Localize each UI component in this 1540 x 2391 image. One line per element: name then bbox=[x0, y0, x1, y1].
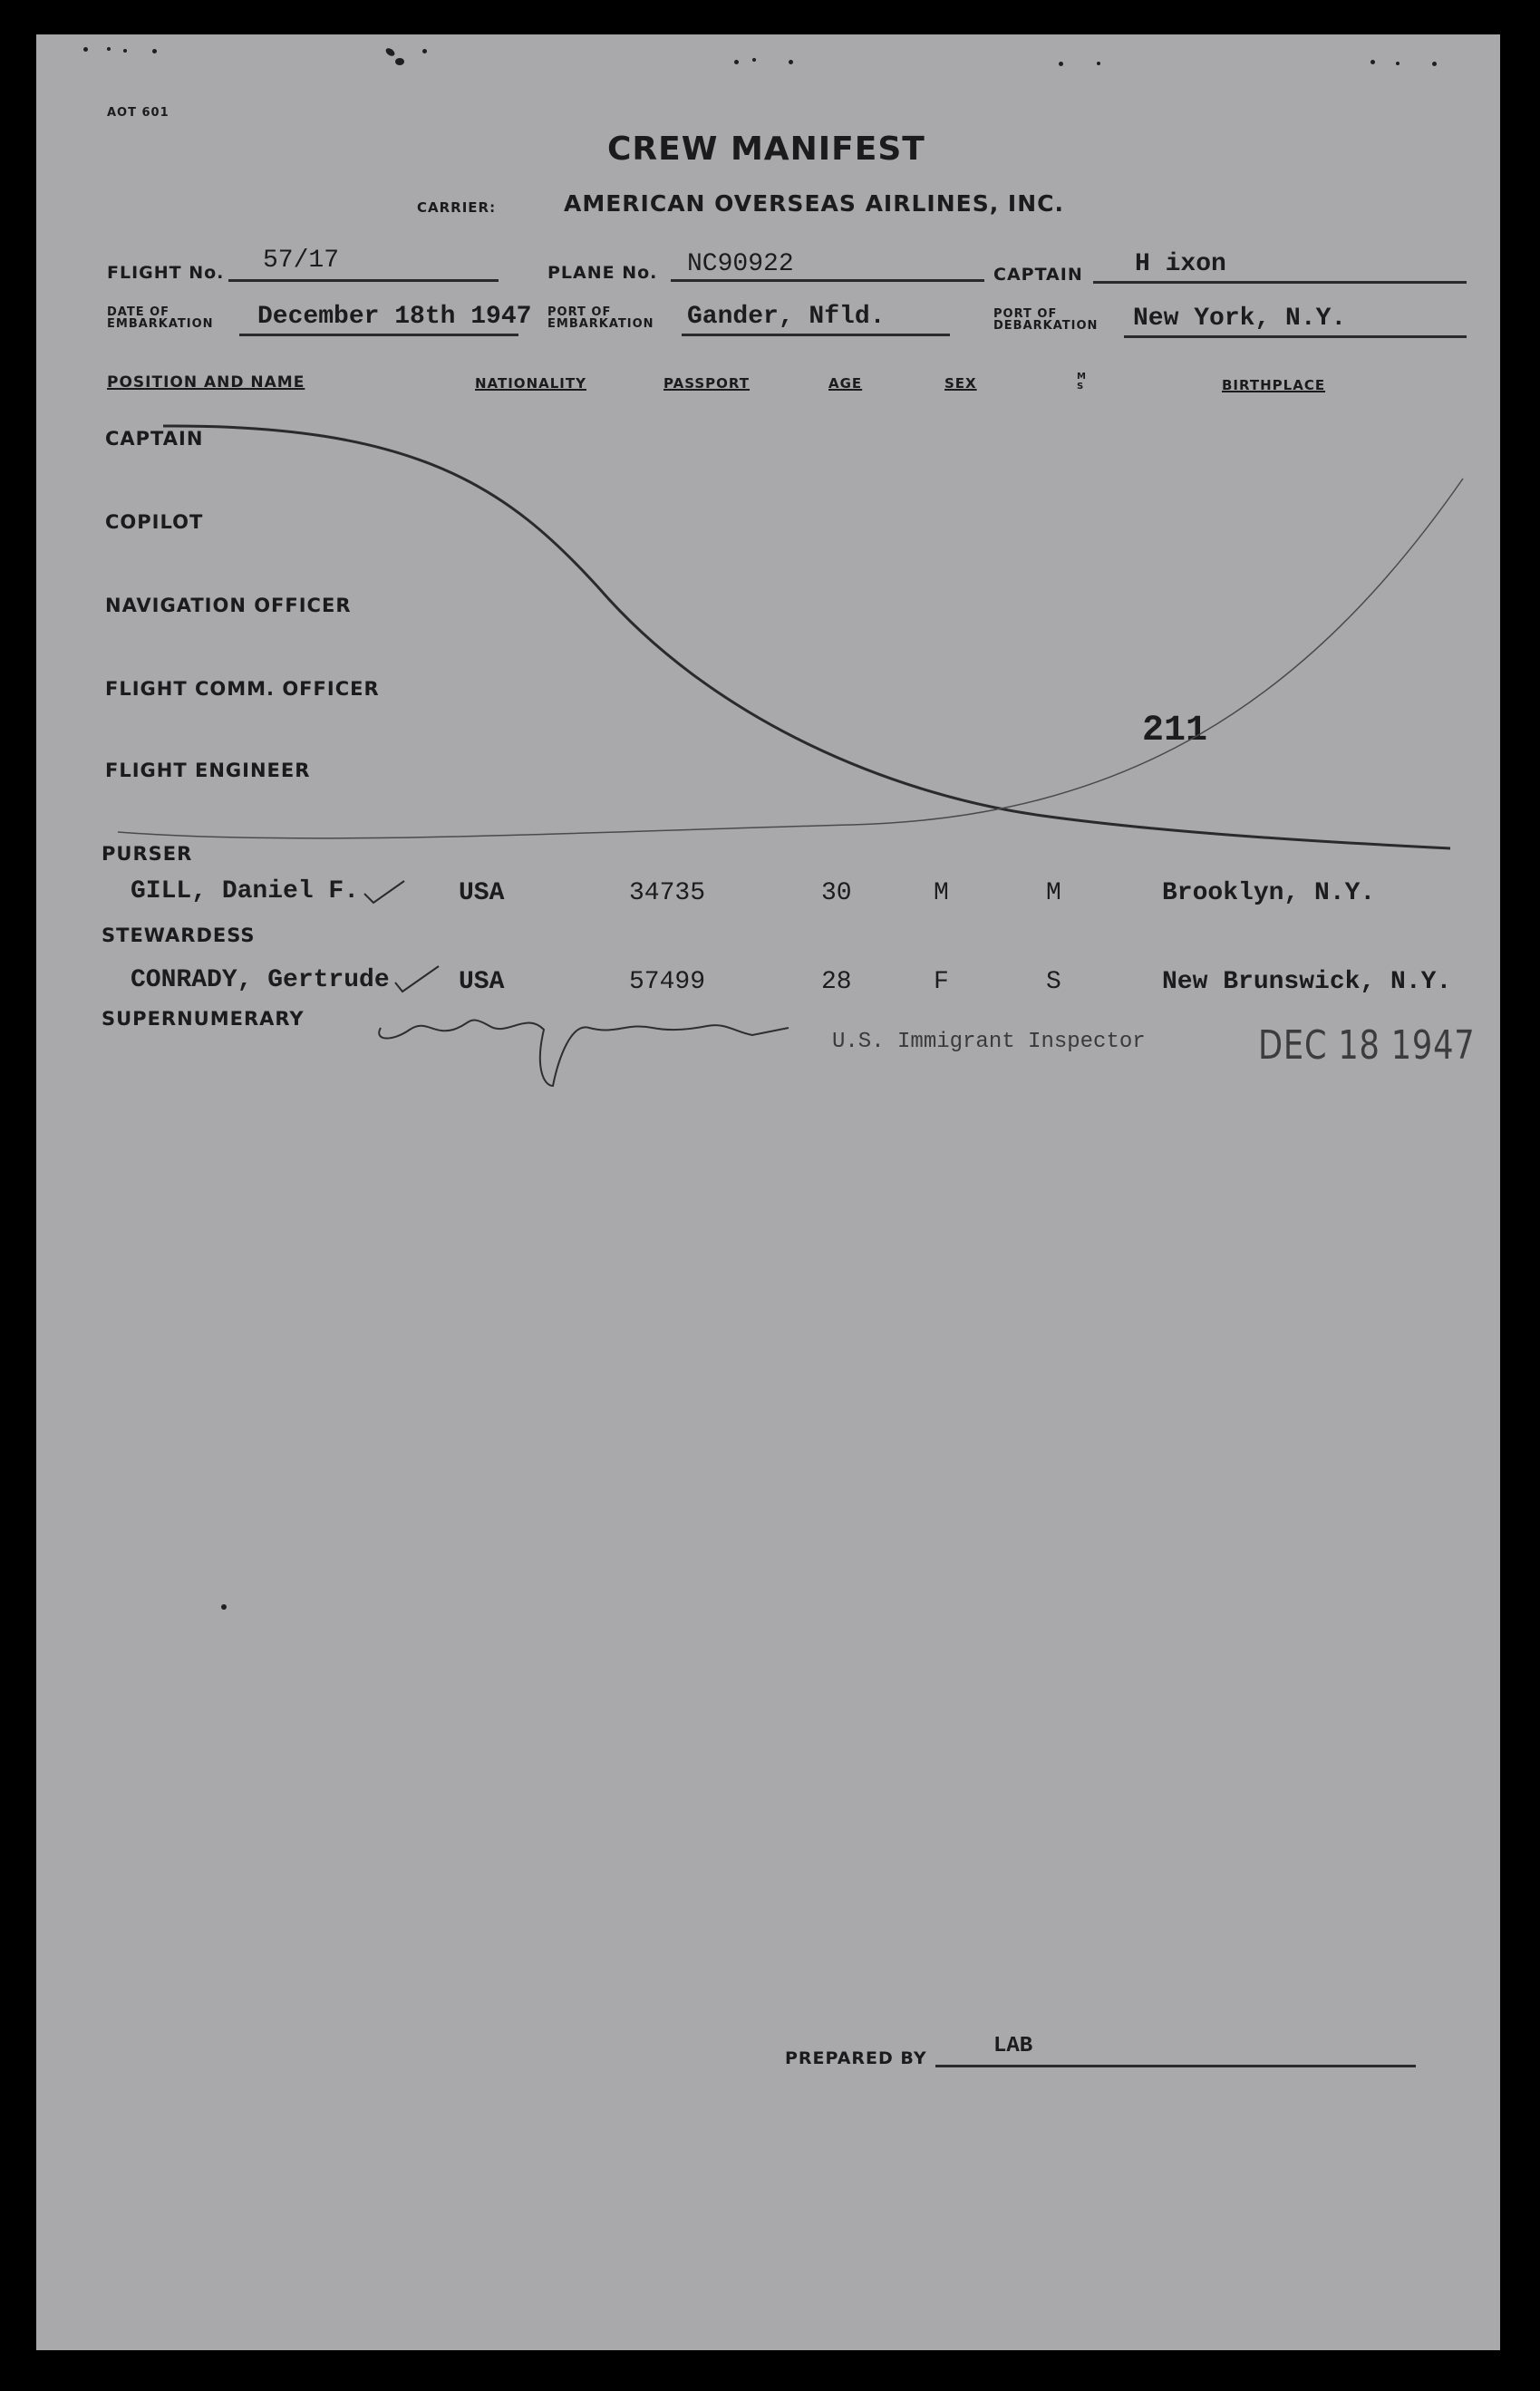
captain-value: H ixon bbox=[1135, 250, 1226, 278]
check-mark bbox=[395, 966, 439, 992]
column-passport: PASSPORT bbox=[663, 375, 751, 392]
position-purser: PURSER bbox=[102, 843, 193, 865]
plane-no-label: PLANE No. bbox=[547, 263, 658, 283]
port-emb-label-line2: EMBARKATION bbox=[547, 317, 654, 331]
cancel-curve-rising bbox=[118, 479, 1463, 838]
carrier-value: AMERICAN OVERSEAS AIRLINES, INC. bbox=[564, 190, 1064, 217]
column-sex: SEX bbox=[944, 375, 977, 392]
crew-marital: S bbox=[1046, 968, 1061, 996]
annotation-number: 211 bbox=[1142, 711, 1208, 751]
crew-passport: 57499 bbox=[629, 968, 706, 996]
port-deb-label-line1: PORT OF bbox=[993, 307, 1058, 321]
crew-birthplace: New Brunswick, N.Y. bbox=[1162, 968, 1452, 996]
crew-nationality: USA bbox=[459, 879, 505, 907]
column-marital-line2: S bbox=[1077, 382, 1084, 392]
port-emb-value: Gander, Nfld. bbox=[687, 303, 886, 331]
crew-marital: M bbox=[1046, 879, 1061, 907]
pen-marks bbox=[36, 34, 1500, 2350]
position-captain: CAPTAIN bbox=[105, 428, 204, 450]
manifest-page bbox=[36, 34, 1500, 2350]
port-deb-value: New York, N.Y. bbox=[1133, 305, 1347, 333]
prepared-by-line bbox=[935, 2065, 1416, 2067]
date-stamp: DEC 18 1947 bbox=[1258, 1022, 1476, 1069]
crew-name: CONRADY, Gertrude bbox=[131, 966, 390, 994]
cancel-curve-falling bbox=[163, 426, 1450, 848]
column-birthplace: BIRTHPLACE bbox=[1222, 377, 1326, 393]
carrier-label: CARRIER: bbox=[417, 199, 497, 216]
position-copilot: COPILOT bbox=[105, 511, 204, 533]
date-label-line1: DATE OF bbox=[107, 305, 170, 319]
prepared-by-label: PREPARED BY bbox=[785, 2048, 927, 2068]
port-deb-label-line2: DEBARKATION bbox=[993, 319, 1099, 333]
check-mark bbox=[364, 881, 404, 903]
date-label-line2: EMBARKATION bbox=[107, 317, 214, 331]
crew-passport: 34735 bbox=[629, 879, 706, 907]
column-position-name: POSITION AND NAME bbox=[107, 373, 305, 392]
position-engineer: FLIGHT ENGINEER bbox=[105, 760, 311, 781]
flight-no-label: FLIGHT No. bbox=[107, 263, 225, 283]
column-nationality: NATIONALITY bbox=[475, 375, 586, 392]
flight-no-value: 57/17 bbox=[263, 247, 340, 275]
crew-age: 28 bbox=[821, 968, 852, 996]
form-code: AOT 601 bbox=[107, 106, 169, 120]
position-navigation: NAVIGATION OFFICER bbox=[105, 595, 352, 616]
page-title: CREW MANIFEST bbox=[607, 131, 925, 168]
column-marital-line1: M bbox=[1077, 372, 1086, 382]
crew-age: 30 bbox=[821, 879, 852, 907]
inspector-label: U.S. Immigrant Inspector bbox=[832, 1030, 1146, 1054]
crew-sex: M bbox=[934, 879, 949, 907]
date-value: December 18th 1947 bbox=[257, 303, 532, 331]
plane-no-value: NC90922 bbox=[687, 250, 794, 278]
port-emb-label-line1: PORT OF bbox=[547, 305, 612, 319]
prepared-by-value: LAB bbox=[993, 2034, 1033, 2058]
position-stewardess: STEWARDESS bbox=[102, 924, 256, 946]
inspector-signature bbox=[379, 1020, 789, 1086]
column-age: AGE bbox=[828, 375, 863, 392]
captain-label: CAPTAIN bbox=[993, 265, 1083, 285]
crew-sex: F bbox=[934, 968, 949, 996]
position-supernumerary: SUPERNUMERARY bbox=[102, 1008, 305, 1030]
crew-nationality: USA bbox=[459, 968, 505, 996]
position-comm: FLIGHT COMM. OFFICER bbox=[105, 678, 380, 700]
crew-birthplace: Brooklyn, N.Y. bbox=[1162, 879, 1376, 907]
crew-name: GILL, Daniel F. bbox=[131, 877, 360, 905]
